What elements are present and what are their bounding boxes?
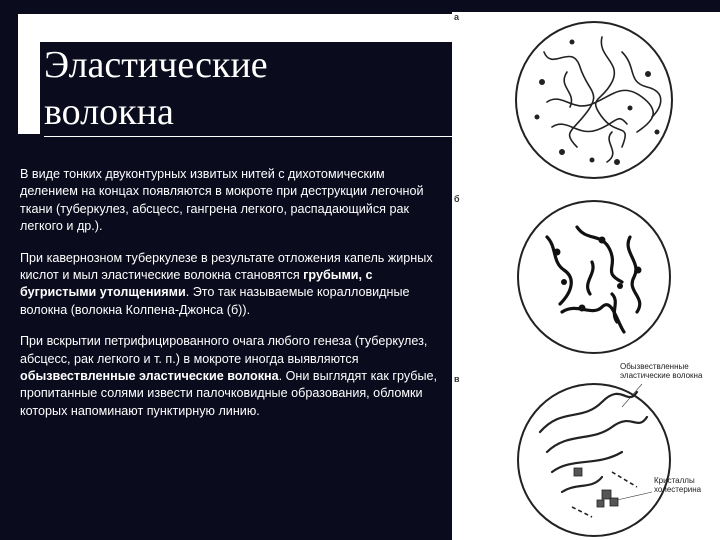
field-a [516, 22, 672, 178]
paragraph-3-text-a: При вскрытии петрифицированного очага любого генеза (туберкулез, абсцесс, рак легкого и т. п.) в мокроте иногда выявляются [20, 334, 428, 366]
paragraph-2-text-b: . Это так называемые коралловидные волокна (волокна Колпена-Джонса (б)). [20, 285, 410, 317]
title-underline [44, 136, 454, 137]
slide-title-line-2: волокна [44, 91, 174, 133]
figure-label-a: а [454, 12, 460, 22]
paragraph-2-bold: грубыми, с бугристыми утолщениями [20, 268, 373, 300]
paragraph-3-text-b: . Они выглядят как грубые, пропитанные солями извести палочковидные образования, обломки которых напоминают пунктирную линию. [20, 369, 438, 418]
field-b [518, 201, 670, 353]
title-decoration-left-bar [18, 42, 40, 134]
field-c [518, 384, 670, 536]
caption-cholesterol-crystals: Кристаллы холестерина [654, 476, 702, 494]
paragraph-1: В виде тонких двуконтурных извитых нитей с дихотомическим делением на концах появляются в мокроте при деструкции легочной ткани (туберкулез, абсцесс, гангрена легкого, распадающийся рак легкого и др.). [20, 167, 424, 234]
caption-calcified-fibers: Обызвествленные эластические волокна [620, 362, 703, 380]
figure-label-c: в [454, 374, 460, 384]
slide-body [20, 166, 440, 434]
paragraph-2-text-a: При кавернозном туберкулезе в результате отложения капель жирных кислот и мыл эластические волокна становятся [20, 250, 433, 283]
title-decoration-top-bar [18, 14, 454, 42]
paragraph-3 [20, 333, 440, 420]
microscopy-figure [452, 12, 720, 540]
paragraph-3-bold: обызвествленные эластические волокна [20, 369, 279, 384]
figure-label-b: б [454, 194, 460, 204]
microscopy-illustration [452, 12, 720, 540]
slide-title-line-1: Эластические [44, 44, 268, 86]
paragraph-2 [20, 250, 440, 320]
slide-title [44, 42, 444, 136]
